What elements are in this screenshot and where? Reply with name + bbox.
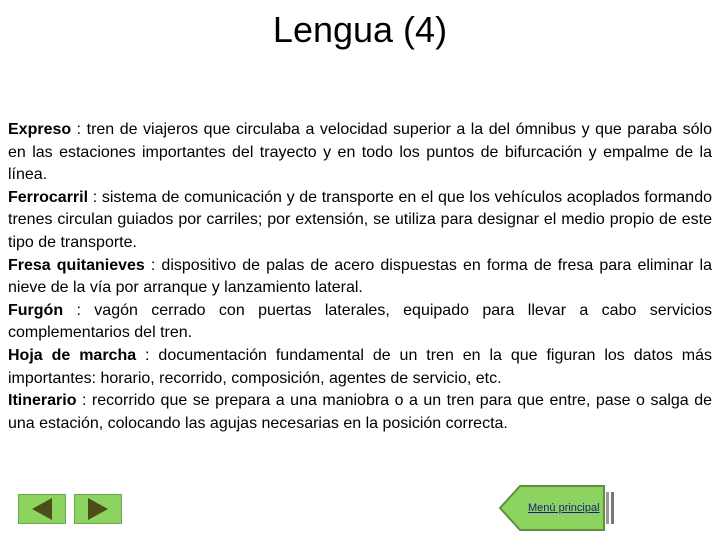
main-menu-button[interactable] (498, 483, 618, 533)
glossary-term: Itinerario (8, 392, 77, 410)
glossary-entry (8, 255, 712, 300)
page-title: Lengua (4) (272, 9, 448, 50)
triangle-right-icon (75, 495, 121, 523)
previous-slide-button[interactable] (18, 494, 66, 524)
glossary-entry (8, 187, 712, 255)
glossary-definition: : recorrido que se prepara a una maniobra o a un tren para que entre, pase o salga de una estación, colocando las agujas necesarias en la posición correcta. (8, 392, 712, 432)
glossary-definition: : sistema de comunicación y de transporte en el que los vehículos acoplados formando trenes circulan guiados por carriles; por extensión, se utiliza para designar el medio propio de este tipo de transporte. (8, 188, 712, 251)
glossary-definition: : documentación fundamental de un tren en la que figuran los datos más importantes: horario, recorrido, composición, agentes de servicio, etc. (8, 346, 713, 387)
glossary-term: Furgón (8, 301, 64, 319)
glossary-term: Expreso (8, 121, 72, 138)
glossary-term: Hoja de marcha (8, 346, 137, 364)
glossary-entry (8, 300, 712, 345)
next-slide-button[interactable] (74, 494, 122, 524)
glossary-list (8, 119, 712, 435)
glossary-term: Fresa quitanieves (8, 256, 145, 274)
glossary-entry (8, 390, 712, 435)
glossary-definition: : tren de viajeros que circulaba a velocidad superior a la del ómnibus y que paraba sólo en las estaciones importantes del trayecto y en todo los puntos de bifurcación y empalme de la línea. (8, 121, 712, 184)
triangle-left-icon (19, 495, 65, 523)
main-menu-link[interactable]: Menú principal (528, 502, 600, 514)
glossary-entry (8, 119, 712, 187)
glossary-definition: : dispositivo de palas de acero dispuestas en forma de fresa para eliminar la nieve de la vía por arranque y lanzamiento lateral. (8, 256, 713, 297)
glossary-entry (8, 345, 712, 390)
glossary-definition: : vagón cerrado con puertas laterales, equipado para llevar a cabo servicios complementarios del tren. (8, 301, 712, 342)
glossary-term: Ferrocarril (8, 188, 89, 206)
